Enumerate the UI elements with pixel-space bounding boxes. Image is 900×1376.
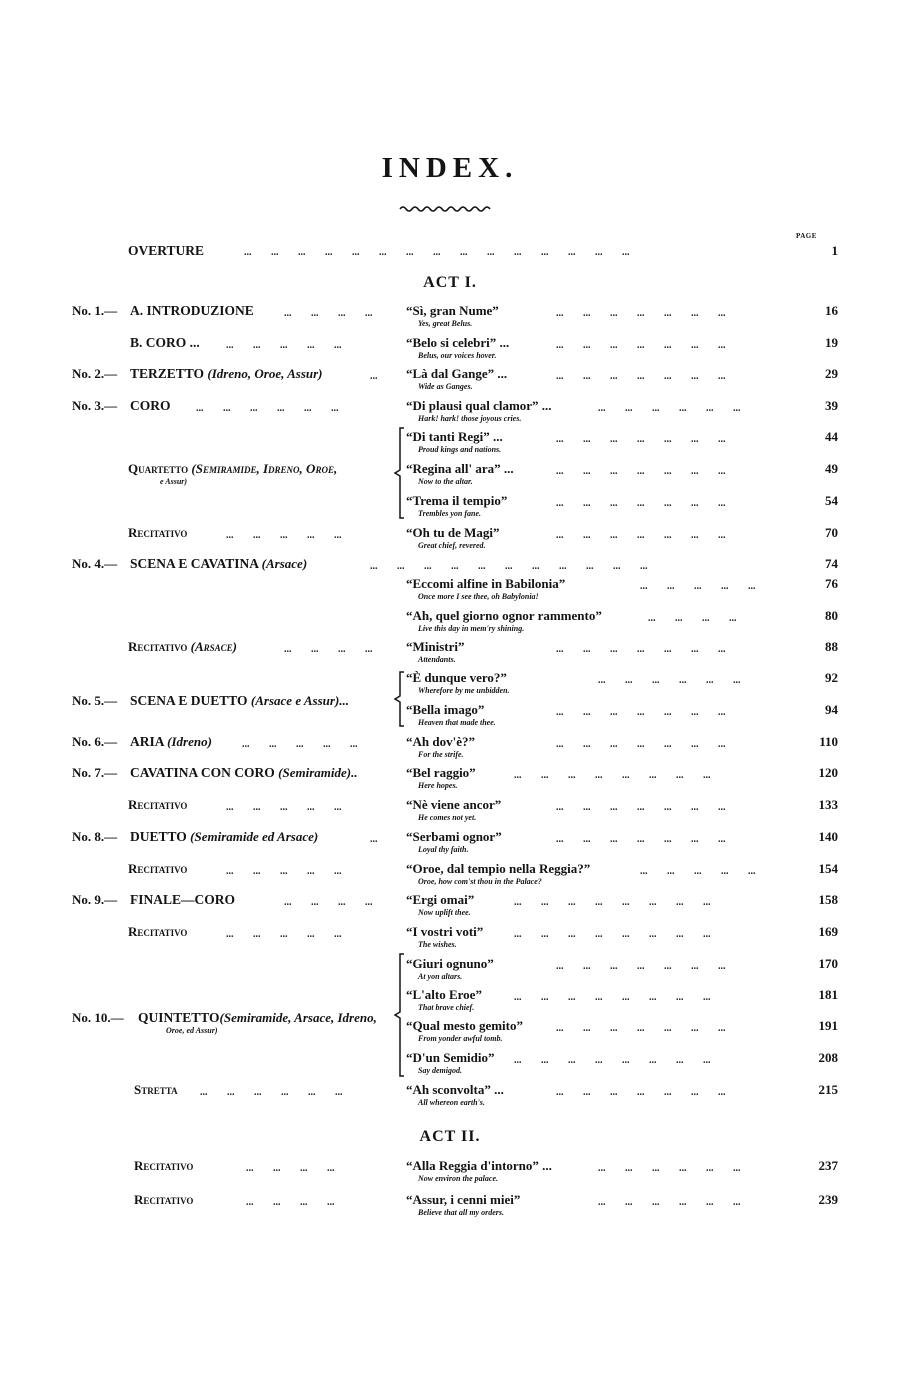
page-number: 191 <box>818 1018 838 1033</box>
translation: Once more I see thee, oh Babylonia! <box>418 592 539 601</box>
page-number: 19 <box>825 335 838 350</box>
translation: Yes, great Belus. <box>418 319 473 328</box>
leader-dots: ... ... ... ... <box>648 613 737 624</box>
page-number: 181 <box>818 987 838 1002</box>
page-number: 70 <box>825 525 838 540</box>
translation: Wide as Ganges. <box>418 382 473 391</box>
leader-dots: ... ... ... ... ... ... <box>200 1087 343 1098</box>
entry-label: Recitativo <box>128 861 188 876</box>
first-line: “Giuri ognuno” <box>406 956 494 971</box>
page-number: 94 <box>825 702 838 717</box>
translation: Say demigod. <box>418 1066 462 1075</box>
leader-dots: ... ... ... ... <box>284 308 373 319</box>
page-number: 158 <box>818 892 838 907</box>
entry-label: Stretta <box>134 1082 178 1097</box>
entry-number: No. 9.— <box>72 892 118 907</box>
leader-dots: ... ... ... ... ... ... ... <box>556 340 726 351</box>
entry-label: QUINTETTO(Semiramide, Arsace, Idreno, <box>138 1010 377 1025</box>
translation: Now environ the palace. <box>418 1174 498 1183</box>
page-number: 133 <box>818 797 838 812</box>
translation: Belus, our voices hover. <box>418 351 497 360</box>
leader-dots: ... ... ... ... ... ... ... <box>556 1087 726 1098</box>
entry-label: TERZETTO (Idreno, Oroe, Assur) <box>130 366 323 381</box>
leader-dots: ... ... ... ... ... ... ... ... <box>514 1055 711 1066</box>
group-brace <box>392 426 406 520</box>
first-line: “Ah dov'è?” <box>406 734 475 749</box>
leader-dots: ... ... ... ... ... <box>226 530 342 541</box>
leader-dots: ... ... ... ... ... <box>242 739 358 750</box>
entry-label: Recitativo <box>128 924 188 939</box>
first-line: “Bel raggio” <box>406 765 476 780</box>
leader-dots: ... ... ... ... ... ... <box>598 675 741 686</box>
leader-dots: ... ... ... ... ... <box>640 581 756 592</box>
page-number: 54 <box>825 493 838 508</box>
page-number: 169 <box>818 924 838 939</box>
leader-dots: ... ... ... ... ... ... ... <box>556 466 726 477</box>
page-number: 237 <box>818 1158 838 1173</box>
page-number: 88 <box>825 639 838 654</box>
leader-dots: ... <box>370 834 378 845</box>
entry-label: Recitativo <box>128 797 188 812</box>
leader-dots: ... ... ... ... ... <box>226 866 342 877</box>
first-line: “Ministri” <box>406 639 465 654</box>
page-number: 154 <box>818 861 838 876</box>
first-line: “Di plausi qual clamor” ... <box>406 398 552 413</box>
entry-number: No. 6.— <box>72 734 118 749</box>
act-one-heading: ACT I. <box>423 274 477 291</box>
entry-label: SCENA E CAVATINA (Arsace) <box>130 556 308 571</box>
translation: Now to the altar. <box>418 477 473 486</box>
page-title: INDEX. <box>381 152 519 184</box>
leader-dots: ... ... ... ... ... ... ... <box>556 834 726 845</box>
page-number: 170 <box>818 956 838 971</box>
leader-dots: ... ... ... ... ... ... ... ... ... ... ... <box>370 561 648 572</box>
leader-dots: ... ... ... ... ... ... ... <box>556 498 726 509</box>
translation: Attendants. <box>418 655 456 664</box>
first-line: “D'un Semidio” <box>406 1050 495 1065</box>
translation: For the strife. <box>418 750 464 759</box>
entry-number: No. 5.— <box>72 693 118 708</box>
first-line: “Assur, i cenni miei” <box>406 1192 521 1207</box>
translation: All whereon earth's. <box>418 1098 485 1107</box>
translation: Loyal thy faith. <box>418 845 469 854</box>
leader-dots: ... ... ... ... ... ... ... <box>556 308 726 319</box>
leader-dots: ... ... ... ... ... <box>226 802 342 813</box>
leader-dots: ... ... ... ... <box>246 1197 335 1208</box>
entry-number: No. 10.— <box>72 1010 124 1025</box>
entry-label: Quartetto (Semiramide, Idreno, Oroe, <box>128 461 338 476</box>
translation: The wishes. <box>418 940 457 949</box>
leader-dots: ... ... ... ... ... ... ... <box>556 707 726 718</box>
page-number: 29 <box>825 366 838 381</box>
entry-label: FINALE—CORO <box>130 892 236 907</box>
first-line: “Qual mesto gemito” <box>406 1018 523 1033</box>
leader-dots: ... ... ... ... ... ... ... <box>556 739 726 750</box>
leader-dots: ... ... ... ... ... ... <box>196 403 339 414</box>
leader-dots: ... ... ... ... ... ... ... ... <box>514 929 711 940</box>
leader-dots: ... ... ... ... ... ... ... ... <box>514 770 711 781</box>
entry-number: No. 2.— <box>72 366 118 381</box>
entry-label: Recitativo <box>128 525 188 540</box>
ornament-rule <box>398 204 492 214</box>
first-line: “L'alto Eroe” <box>406 987 482 1002</box>
first-line: “Là dal Gange” ... <box>406 366 508 381</box>
page-column-header: PAGE <box>796 232 817 240</box>
first-line: “Ergi omai” <box>406 892 475 907</box>
entry-label: DUETTO (Semiramide ed Arsace) <box>130 829 319 844</box>
first-line: “Ah sconvolta” ... <box>406 1082 504 1097</box>
translation: Wherefore by me unbidden. <box>418 686 510 695</box>
page-number: 140 <box>818 829 838 844</box>
first-line: “Belo si celebri” ... <box>406 335 510 350</box>
overture-label: OVERTURE <box>128 243 205 258</box>
leader-dots: ... ... ... ... ... <box>640 866 756 877</box>
entry-label: A. INTRODUZIONE <box>130 303 254 318</box>
entry-label: ARIA (Idreno) <box>130 734 212 749</box>
leader-dots: ... ... ... ... ... ... <box>598 403 741 414</box>
leader-dots: ... ... ... ... ... ... ... <box>556 961 726 972</box>
translation: Heaven that made thee. <box>418 718 496 727</box>
page-number: 76 <box>825 576 838 591</box>
translation: Hark! hark! those joyous cries. <box>418 414 522 423</box>
leader-dots: ... ... ... ... ... ... ... ... <box>514 992 711 1003</box>
translation: Proud kings and nations. <box>418 445 502 454</box>
entry-label: CORO <box>130 398 171 413</box>
entry-label: SCENA E DUETTO (Arsace e Assur)... <box>130 693 350 708</box>
first-line: “Oroe, dal tempio nella Reggia?” <box>406 861 591 876</box>
translation: Great chief, revered. <box>418 541 486 550</box>
leader-dots: ... <box>370 371 378 382</box>
first-line: “Serbami ognor” <box>406 829 502 844</box>
group-brace <box>392 670 406 728</box>
first-line: “Alla Reggia d'intorno” ... <box>406 1158 552 1173</box>
leader-dots: ... ... ... ... ... ... ... <box>556 371 726 382</box>
page-number: 110 <box>819 734 838 749</box>
leader-dots: ... ... ... ... ... <box>226 929 342 940</box>
entry-number: No. 3.— <box>72 398 118 413</box>
first-line: “Trema il tempio” <box>406 493 508 508</box>
translation: Trembles yon fane. <box>418 509 482 518</box>
leader-dots: ... ... ... ... ... ... ... ... ... ... ... ... ... ... ... <box>244 247 630 258</box>
act-two-heading: ACT II. <box>419 1128 481 1145</box>
translation: He comes not yet. <box>418 813 477 822</box>
page-number: 92 <box>825 670 838 685</box>
translation: At yon altars. <box>418 972 463 981</box>
leader-dots: ... ... ... ... ... ... ... <box>556 1023 726 1034</box>
translation: Now uplift thee. <box>418 908 471 917</box>
translation: That brave chief. <box>418 1003 475 1012</box>
leader-dots: ... ... ... ... ... ... ... ... <box>514 897 711 908</box>
first-line: “Bella imago” <box>406 702 485 717</box>
entry-number: No. 4.— <box>72 556 118 571</box>
page-number: 39 <box>825 398 838 413</box>
leader-dots: ... ... ... ... ... ... <box>598 1197 741 1208</box>
first-line: “Nè viene ancor” <box>406 797 502 812</box>
leader-dots: ... ... ... ... ... ... ... <box>556 644 726 655</box>
first-line: “Sì, gran Nume” <box>406 303 499 318</box>
first-line: “Ah, quel giorno ognor rammento” <box>406 608 602 623</box>
leader-dots: ... ... ... ... ... <box>226 340 342 351</box>
page-number: 49 <box>825 461 838 476</box>
first-line: “È dunque vero?” <box>406 670 507 685</box>
leader-dots: ... ... ... ... ... ... ... <box>556 530 726 541</box>
translation: From yonder awful tomb. <box>418 1034 503 1043</box>
translation: Believe that all my orders. <box>418 1208 504 1217</box>
page-number: 239 <box>818 1192 838 1207</box>
leader-dots: ... ... ... ... <box>246 1163 335 1174</box>
page-number: 215 <box>818 1082 838 1097</box>
entry-label: Recitativo <box>134 1192 194 1207</box>
leader-dots: ... ... ... ... ... ... <box>598 1163 741 1174</box>
page-number: 120 <box>818 765 838 780</box>
entry-label: CAVATINA CON CORO (Semiramide).. <box>130 765 358 780</box>
translation: Live this day in mem'ry shining. <box>418 624 525 633</box>
entry-label: B. CORO ... <box>130 335 200 350</box>
group-brace <box>392 952 406 1078</box>
leader-dots: ... ... ... ... <box>284 897 373 908</box>
entry-label-continued: e Assur) <box>160 477 188 486</box>
first-line: “Eccomi alfine in Babilonia” <box>406 576 566 591</box>
entry-label: Recitativo <box>134 1158 194 1173</box>
page-number: 80 <box>825 608 838 623</box>
entry-label-continued: Oroe, ed Assur) <box>166 1026 218 1035</box>
entry-number: No. 7.— <box>72 765 118 780</box>
page-number: 74 <box>825 556 838 571</box>
page-number: 208 <box>818 1050 838 1065</box>
page-number: 16 <box>825 303 838 318</box>
first-line: “I vostri voti” <box>406 924 484 939</box>
first-line: “Di tanti Regi” ... <box>406 429 503 444</box>
translation: Here hopes. <box>418 781 458 790</box>
leader-dots: ... ... ... ... <box>284 644 373 655</box>
leader-dots: ... ... ... ... ... ... ... <box>556 434 726 445</box>
page-number: 44 <box>825 429 838 444</box>
overture-page: 1 <box>831 243 838 258</box>
entry-label: Recitativo (Arsace) <box>128 639 237 654</box>
entry-number: No. 8.— <box>72 829 118 844</box>
first-line: “Regina all' ara” ... <box>406 461 514 476</box>
first-line: “Oh tu de Magi” <box>406 525 500 540</box>
entry-number: No. 1.— <box>72 303 118 318</box>
leader-dots: ... ... ... ... ... ... ... <box>556 802 726 813</box>
translation: Oroe, how com'st thou in the Palace? <box>418 877 542 886</box>
